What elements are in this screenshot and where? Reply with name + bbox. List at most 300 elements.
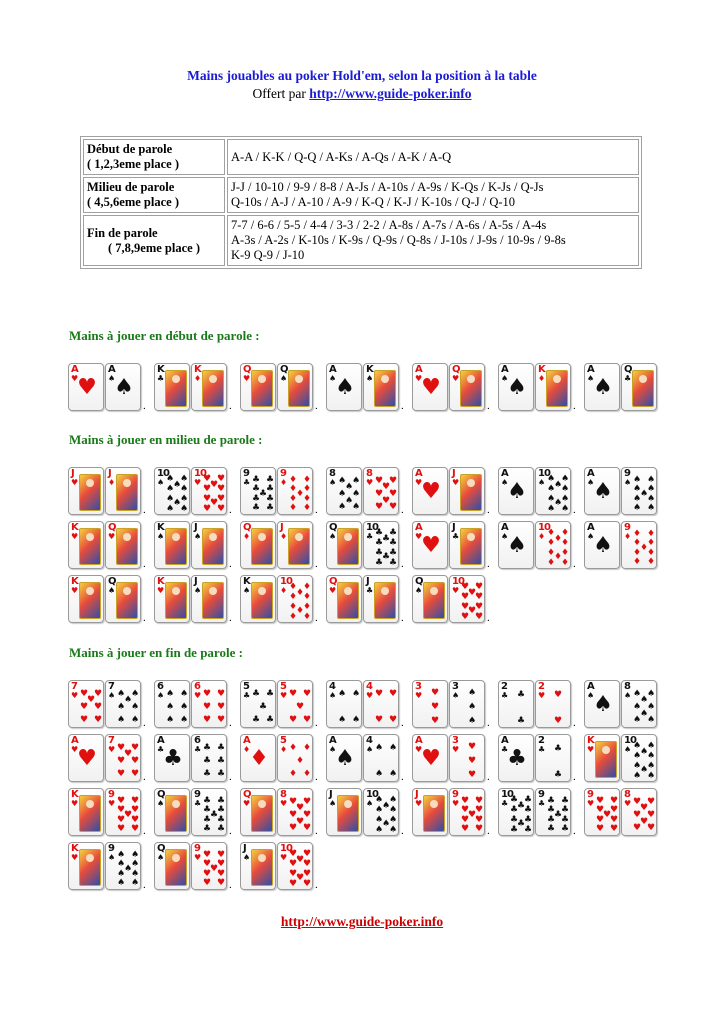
spade-icon: ♠ <box>157 478 165 487</box>
spade-icon: ♠ <box>389 795 398 805</box>
heart-icon: ♥ <box>217 484 226 494</box>
hand-pair <box>68 572 151 623</box>
cards-row <box>68 677 661 728</box>
card-rank: A <box>415 735 422 746</box>
cards-row <box>68 785 661 836</box>
card-rank: 9 <box>194 843 200 854</box>
heart-icon: ♥ <box>203 702 212 712</box>
separator-dot: . <box>487 825 490 837</box>
club-icon: ♣ <box>203 796 212 806</box>
club-icon: ♣ <box>389 558 398 568</box>
diamond-icon: ♦ <box>624 532 632 541</box>
card-rank: A <box>157 735 164 746</box>
spade-icon: ♠ <box>335 746 355 771</box>
heart-icon: ♥ <box>431 688 440 698</box>
card-rank: 2 <box>538 735 544 746</box>
spade-icon: ♠ <box>329 478 337 487</box>
heart-icon: ♥ <box>475 612 484 622</box>
playing-card <box>584 734 620 782</box>
heart-icon: ♥ <box>203 715 212 725</box>
position-places: ( 7,8,9eme place ) <box>108 240 200 255</box>
offered-by-line <box>0 86 724 102</box>
heart-icon: ♥ <box>415 374 423 383</box>
playing-card <box>105 788 141 836</box>
heart-icon: ♥ <box>289 689 298 699</box>
spade-icon: ♠ <box>375 805 384 815</box>
spade-icon: ♠ <box>166 702 175 712</box>
separator-dot: . <box>315 879 318 891</box>
diamond-icon: ♦ <box>303 582 312 592</box>
club-icon: ♣ <box>194 799 202 808</box>
heart-icon: ♥ <box>633 797 642 807</box>
diamond-icon: ♦ <box>554 534 563 544</box>
heart-icon: ♥ <box>71 745 79 754</box>
heart-icon: ♥ <box>296 855 305 865</box>
club-icon: ♣ <box>252 715 261 725</box>
spade-icon: ♠ <box>243 586 251 595</box>
club-icon: ♣ <box>252 503 261 513</box>
club-icon: ♣ <box>524 805 533 815</box>
heart-icon: ♥ <box>647 797 656 807</box>
diamond-icon: ♦ <box>289 602 298 612</box>
spade-icon: ♠ <box>587 374 595 383</box>
separator-dot: . <box>573 717 576 729</box>
spade-icon: ♠ <box>117 702 126 712</box>
diamond-icon: ♦ <box>561 548 570 558</box>
hand-pair <box>240 518 323 569</box>
playing-card <box>277 521 313 569</box>
face-card-portrait-icon <box>595 741 617 778</box>
spade-icon: ♠ <box>647 689 656 699</box>
separator-dot: . <box>315 558 318 570</box>
spade-icon: ♠ <box>157 853 165 862</box>
club-icon: ♣ <box>538 745 546 754</box>
card-rank: Q <box>157 843 165 854</box>
section-title-middle: Mains à jouer en milieu de parole : <box>69 432 263 447</box>
club-icon: ♣ <box>389 528 398 538</box>
guide-poker-link[interactable]: http://www.guide-poker.info <box>309 86 472 101</box>
card-rank: 10 <box>366 522 378 533</box>
club-icon: ♣ <box>243 478 251 487</box>
playing-card <box>498 467 534 515</box>
separator-dot: . <box>143 825 146 837</box>
spade-icon: ♠ <box>117 878 126 888</box>
hand-pair <box>412 677 495 728</box>
separator-dot: . <box>143 558 146 570</box>
heart-icon: ♥ <box>461 582 470 592</box>
card-rank: A <box>587 681 594 692</box>
spade-icon: ♠ <box>640 765 649 775</box>
club-icon: ♣ <box>203 769 212 779</box>
card-rank: 7 <box>108 735 114 746</box>
hand-pair <box>412 464 495 515</box>
playing-card <box>621 680 657 728</box>
spade-icon: ♠ <box>157 691 165 700</box>
club-icon: ♣ <box>217 824 226 834</box>
club-icon: ♣ <box>157 745 165 754</box>
heart-icon: ♥ <box>71 586 79 595</box>
club-icon: ♣ <box>375 528 384 538</box>
hands-line: A-3s / A-2s / K-10s / K-9s / Q-9s / Q-8s / J-10s / J-9s / 10-9s / 9-8s <box>231 233 566 247</box>
heart-icon: ♥ <box>203 869 212 879</box>
heart-icon: ♥ <box>375 715 384 725</box>
playing-card <box>621 467 657 515</box>
face-card-portrait-icon <box>165 370 187 407</box>
playing-card <box>363 575 399 623</box>
heart-icon: ♥ <box>217 859 226 869</box>
face-card-portrait-icon <box>165 528 187 565</box>
card-rank: 3 <box>452 735 458 746</box>
spade-icon: ♠ <box>338 689 347 699</box>
separator-dot: . <box>487 612 490 624</box>
card-rank: 10 <box>157 468 169 479</box>
club-icon: ♣ <box>517 690 526 700</box>
spade-icon: ♠ <box>633 715 642 725</box>
card-rank: A <box>415 364 422 375</box>
card-rank: A <box>108 364 115 375</box>
playing-card <box>240 734 276 782</box>
spade-icon: ♠ <box>640 747 649 757</box>
heart-icon: ♥ <box>461 815 470 825</box>
spade-icon: ♠ <box>633 751 642 761</box>
heart-icon: ♥ <box>210 498 219 508</box>
club-icon: ♣ <box>266 689 275 699</box>
hand-pair <box>154 360 237 411</box>
playing-card <box>105 842 141 890</box>
spade-icon: ♠ <box>452 691 460 700</box>
separator-dot: . <box>487 771 490 783</box>
club-icon: ♣ <box>217 743 226 753</box>
spade-icon: ♠ <box>382 819 391 829</box>
diamond-icon: ♦ <box>561 538 570 548</box>
spade-icon: ♠ <box>624 691 632 700</box>
heart-icon: ♥ <box>203 484 212 494</box>
diamond-icon: ♦ <box>303 743 312 753</box>
heart-icon: ♥ <box>217 869 226 879</box>
card-rank: 8 <box>624 681 630 692</box>
playing-card <box>449 521 485 569</box>
heart-icon: ♥ <box>468 810 477 820</box>
diamond-icon: ♦ <box>640 543 649 553</box>
heart-icon: ♥ <box>117 769 126 779</box>
diamond-icon: ♦ <box>289 743 298 753</box>
spade-icon: ♠ <box>124 864 133 874</box>
hands-line: K-9 Q-9 / J-10 <box>231 248 305 262</box>
spade-icon: ♠ <box>468 702 477 712</box>
club-icon: ♣ <box>217 796 226 806</box>
diamond-icon: ♦ <box>538 532 546 541</box>
face-card-portrait-icon <box>116 528 138 565</box>
playing-card <box>412 680 448 728</box>
face-card-portrait-icon <box>288 370 310 407</box>
heart-icon: ♥ <box>131 756 140 766</box>
offered-prefix: Offert par <box>252 86 306 101</box>
hand-pair <box>498 518 581 569</box>
playing-card <box>68 467 104 515</box>
playing-card <box>154 734 190 782</box>
spade-icon: ♠ <box>547 474 556 484</box>
diamond-icon: ♦ <box>303 769 312 779</box>
card-rank: A <box>243 735 250 746</box>
hand-pair <box>154 785 237 836</box>
playing-card <box>363 788 399 836</box>
hand-pair <box>154 572 237 623</box>
card-rank: A <box>587 364 594 375</box>
playing-card <box>449 363 485 411</box>
playing-card <box>535 467 571 515</box>
diamond-icon: ♦ <box>289 592 298 602</box>
separator-dot: . <box>315 717 318 729</box>
playing-card <box>449 680 485 728</box>
separator-dot: . <box>573 825 576 837</box>
hand-pair <box>154 731 237 782</box>
heart-icon: ♥ <box>375 502 384 512</box>
card-rank: 6 <box>194 735 200 746</box>
face-card-portrait-icon <box>79 795 101 832</box>
heart-icon: ♥ <box>289 823 298 833</box>
spade-icon: ♠ <box>633 484 642 494</box>
card-rank: A <box>587 522 594 533</box>
face-card-portrait-icon <box>460 474 482 511</box>
club-icon: ♣ <box>266 484 275 494</box>
spade-icon: ♠ <box>647 702 656 712</box>
spade-icon: ♠ <box>375 825 384 835</box>
hand-pair <box>68 360 151 411</box>
separator-dot: . <box>143 504 146 516</box>
hand-pair <box>68 785 151 836</box>
spade-icon: ♠ <box>338 715 347 725</box>
spade-icon: ♠ <box>131 689 140 699</box>
heart-icon: ♥ <box>117 756 126 766</box>
card-rank: 10 <box>452 576 464 587</box>
spade-icon: ♠ <box>633 494 642 504</box>
spade-icon: ♠ <box>593 375 613 400</box>
card-rank: Q <box>243 364 251 375</box>
card-rank: 9 <box>108 843 114 854</box>
playing-card <box>621 363 657 411</box>
card-rank: 10 <box>280 576 292 587</box>
heart-icon: ♥ <box>108 745 116 754</box>
spade-icon: ♠ <box>157 799 165 808</box>
spade-icon: ♠ <box>131 859 140 869</box>
playing-card <box>584 363 620 411</box>
face-card-portrait-icon <box>632 370 654 407</box>
face-card-portrait-icon <box>251 795 273 832</box>
spade-icon: ♠ <box>647 751 656 761</box>
club-icon: ♣ <box>524 795 533 805</box>
heart-icon: ♥ <box>389 476 398 486</box>
separator-dot: . <box>487 558 490 570</box>
heart-icon: ♥ <box>131 815 140 825</box>
heart-icon: ♥ <box>461 592 470 602</box>
playing-card <box>68 363 104 411</box>
club-icon: ♣ <box>266 715 275 725</box>
card-rank: 5 <box>280 735 286 746</box>
playing-card <box>105 734 141 782</box>
playing-card <box>584 680 620 728</box>
heart-icon: ♥ <box>375 476 384 486</box>
hand-pair <box>326 360 409 411</box>
playing-card <box>277 680 313 728</box>
spade-icon: ♠ <box>593 479 613 504</box>
spade-icon: ♠ <box>587 532 595 541</box>
heart-icon: ♥ <box>303 849 312 859</box>
spade-icon: ♠ <box>561 474 570 484</box>
card-rank: 10 <box>538 468 550 479</box>
spade-icon: ♠ <box>329 799 337 808</box>
diamond-icon: ♦ <box>296 756 305 766</box>
hand-pair <box>326 677 409 728</box>
playing-card <box>326 363 362 411</box>
card-rank: K <box>538 364 545 375</box>
playing-card <box>363 521 399 569</box>
heart-icon: ♥ <box>596 796 605 806</box>
diamond-icon: ♦ <box>303 494 312 504</box>
separator-dot: . <box>401 612 404 624</box>
heart-icon: ♥ <box>217 878 226 888</box>
heart-icon: ♥ <box>203 689 212 699</box>
club-icon: ♣ <box>243 691 251 700</box>
table-row <box>83 177 639 213</box>
spade-icon: ♠ <box>633 741 642 751</box>
face-card-portrait-icon <box>423 582 445 619</box>
heart-icon: ♥ <box>303 715 312 725</box>
diamond-icon: ♦ <box>554 552 563 562</box>
club-icon: ♣ <box>624 374 632 383</box>
club-icon: ♣ <box>382 534 391 544</box>
card-rank: Q <box>452 364 460 375</box>
card-rank: 8 <box>329 468 335 479</box>
heart-icon: ♥ <box>610 815 619 825</box>
club-icon: ♣ <box>252 689 261 699</box>
spade-icon: ♠ <box>131 715 140 725</box>
playing-card <box>449 467 485 515</box>
playing-card <box>240 842 276 890</box>
diamond-icon: ♦ <box>108 478 116 487</box>
hand-pair <box>498 360 581 411</box>
playing-card <box>277 575 313 623</box>
card-rank: K <box>157 364 164 375</box>
heart-icon: ♥ <box>329 586 337 595</box>
cards-grid-middle <box>68 464 661 626</box>
playing-card <box>277 363 313 411</box>
heart-icon: ♥ <box>640 817 649 827</box>
club-icon: ♣ <box>538 799 546 808</box>
playing-card <box>191 842 227 890</box>
spade-icon: ♠ <box>501 532 509 541</box>
hand-pair <box>498 464 581 515</box>
face-card-portrait-icon <box>460 370 482 407</box>
card-rank: K <box>194 364 201 375</box>
spade-icon: ♠ <box>166 715 175 725</box>
spade-icon: ♠ <box>389 825 398 835</box>
diamond-icon: ♦ <box>547 538 556 548</box>
heart-icon: ♥ <box>475 582 484 592</box>
playing-card <box>412 575 448 623</box>
playing-card <box>191 680 227 728</box>
hand-pair <box>68 518 151 569</box>
heart-icon: ♥ <box>303 869 312 879</box>
card-rank: 9 <box>538 789 544 800</box>
hand-pair <box>412 572 495 623</box>
spade-icon: ♠ <box>117 689 126 699</box>
hand-pair <box>498 731 581 782</box>
playing-card <box>326 680 362 728</box>
heart-icon: ♥ <box>217 474 226 484</box>
club-icon: ♣ <box>366 586 374 595</box>
spade-icon: ♠ <box>124 695 133 705</box>
playing-card <box>191 467 227 515</box>
spade-icon: ♠ <box>329 532 337 541</box>
face-card-portrait-icon <box>202 528 224 565</box>
cards-row <box>68 572 661 623</box>
spade-icon: ♠ <box>593 533 613 558</box>
playing-card <box>535 788 571 836</box>
heart-icon: ♥ <box>375 689 384 699</box>
playing-card <box>68 575 104 623</box>
hand-pair <box>584 731 658 782</box>
playing-card <box>191 521 227 569</box>
spade-icon: ♠ <box>507 375 527 400</box>
spade-icon: ♠ <box>633 771 642 781</box>
club-icon: ♣ <box>203 815 212 825</box>
spade-icon: ♠ <box>561 494 570 504</box>
club-icon: ♣ <box>259 489 268 499</box>
heart-icon: ♥ <box>303 879 312 889</box>
heart-icon: ♥ <box>421 375 441 400</box>
face-card-portrait-icon <box>251 582 273 619</box>
spade-icon: ♠ <box>108 691 116 700</box>
hand-pair <box>240 785 323 836</box>
club-icon: ♣ <box>561 824 570 834</box>
heart-icon: ♥ <box>117 743 126 753</box>
card-rank: 9 <box>624 522 630 533</box>
club-icon: ♣ <box>252 484 261 494</box>
club-icon: ♣ <box>389 548 398 558</box>
card-rank: J <box>108 468 111 479</box>
club-icon: ♣ <box>217 769 226 779</box>
heart-icon: ♥ <box>431 702 440 712</box>
heart-icon: ♥ <box>640 803 649 813</box>
club-icon: ♣ <box>547 805 556 815</box>
heart-icon: ♥ <box>421 479 441 504</box>
heart-icon: ♥ <box>117 815 126 825</box>
playing-card <box>191 575 227 623</box>
position-places: ( 4,5,6eme place ) <box>87 195 179 209</box>
hand-pair <box>154 518 237 569</box>
card-rank: 10 <box>194 468 206 479</box>
diamond-icon: ♦ <box>289 612 298 622</box>
heart-icon: ♥ <box>452 745 460 754</box>
card-rank: K <box>587 735 594 746</box>
face-card-portrait-icon <box>374 582 396 619</box>
diamond-icon: ♦ <box>194 374 202 383</box>
diamond-icon: ♦ <box>296 489 305 499</box>
heart-icon: ♥ <box>421 533 441 558</box>
heart-icon: ♥ <box>610 796 619 806</box>
separator-dot: . <box>229 400 232 412</box>
playing-card <box>449 788 485 836</box>
hand-pair <box>68 464 151 515</box>
footer-link[interactable]: http://www.guide-poker.info <box>280 914 444 929</box>
spade-icon: ♠ <box>338 489 347 499</box>
playing-card <box>498 680 534 728</box>
hand-pair <box>240 360 323 411</box>
spade-icon: ♠ <box>352 715 361 725</box>
card-rank: A <box>415 522 422 533</box>
playing-card <box>68 842 104 890</box>
heart-icon: ♥ <box>203 474 212 484</box>
